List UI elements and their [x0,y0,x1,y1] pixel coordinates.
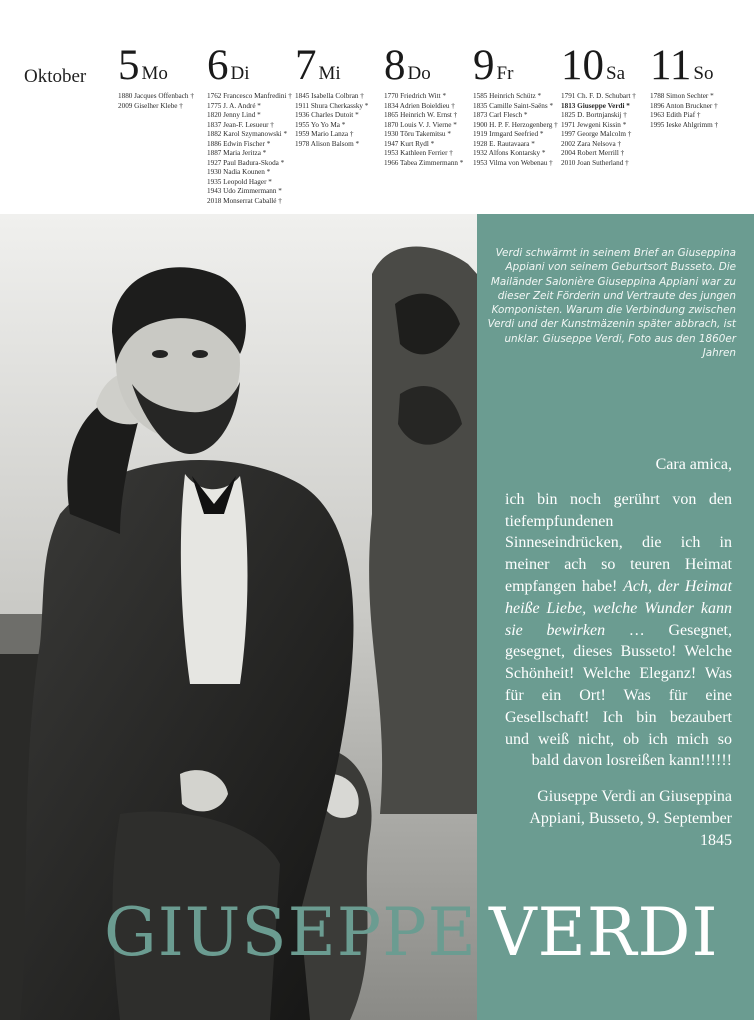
calendar-entry: 1813 Giuseppe Verdi * [561,101,630,110]
calendar-entry: 1995 Ieske Ahlgrimm † [650,120,719,129]
calendar-entry: 1955 Yo Yo Ma * [295,120,346,129]
letter-italic: Ach, der Heimat heiße Liebe, welche Wunder kann sie bewirken [505,577,732,639]
day-number: 10 [561,42,604,89]
calendar-entry: 1930 Nadia Kounen * [207,168,271,176]
calendar-entry: 1834 Adrien Boieldieu † [384,101,455,110]
day-column [473,44,558,168]
calendar-entry: 2002 Zara Nelsova † [561,139,622,148]
calendar-entry: 1870 Louis V. J. Vierne * [384,120,457,129]
letter-text: … Gesegnet, gesegnet, dieses Busseto! Welche Schönheit! Welche Eleganz! Was für ein Ort! Was für eine Gesellschaft! Ich bin bezaubert und weiß nicht, ob ich mich so bald davon losreißen kann!!!!!! [505,621,733,770]
calendar-entry: 1978 Alison Balsom * [295,139,360,148]
day-entries [650,92,718,130]
calendar-entry: 1880 Jacques Offenbach † [118,92,194,100]
letter-body [505,489,732,772]
calendar-entry: 1930 Tōru Takemitsu * [384,130,451,138]
day-entries [207,92,292,206]
calendar-entry: 1900 H. P. F. Herzogenberg † [473,120,558,129]
day-number: 11 [650,42,692,89]
day-name: Fr [496,63,514,84]
calendar-entry: 1963 Edith Piaf † [650,111,701,119]
day-name: Sa [606,63,625,84]
calendar-entry: 1966 Tabea Zimmermann * [384,158,464,167]
calendar-entry: 1997 George Malcolm † [561,130,632,138]
calendar-entry: 2009 Giselher Klebe † [118,101,183,110]
calendar-entry: 1873 Carl Flesch * [473,111,528,119]
calendar-entry: 1825 D. Bortnjanskij † [561,111,627,119]
calendar-entry: 1932 Alfons Kontarsky * [473,149,546,157]
day-column [207,44,292,206]
calendar-entry: 1770 Friedrich Witt * [384,92,447,100]
calendar-entry: 2018 Monserrat Caballé † [207,196,282,205]
day-name: Mi [318,63,341,84]
composer-first-name: GIUSEPPE [104,894,477,971]
calendar-entry: 1762 Francesco Manfredini † [207,92,292,100]
calendar-entry: 2010 Joan Sutherland † [561,158,629,167]
day-name: Mo [141,63,168,84]
month-label: Oktober [24,66,87,87]
calendar-entry: 1953 Kathleen Ferrier † [384,149,453,157]
photo-caption: Verdi schwärmt in seinem Brief an Giuseppina Appiani von seinem Geburtsort Busseto. Die Mailänder Salonière Giuseppina Appiani war zu dieser Zeit Förderin und Vertraute des jungen Komponisten. Warum die Verbindung zwischen Verdi und der Kunstmäzenin später abbrach, ist unklar. Giuseppe Verdi, Foto aus den 1860er Jahren [487,247,736,360]
calendar-entry: 1837 Jean-F. Lesueur † [207,120,274,129]
letter-text: ich bin noch gerührt von den tiefempfundenen Sinneseindrücken, die ich in meiner ach so teuren Heimat empfangen habe! [505,490,732,595]
composer-last-name: VERDI [489,894,719,971]
calendar-entry: 1845 Isabella Colbran † [295,92,364,100]
calendar-entry: 1953 Vilma von Webenau † [473,158,553,167]
day-column [561,44,636,168]
day-number: 9 [473,42,495,89]
calendar-entry: 1886 Edwin Fischer * [207,139,271,148]
day-entries [561,92,636,168]
day-column [384,44,463,168]
calendar-entry: 1887 Maria Jeritza * [207,149,267,157]
calendar-entry: 1835 Camille Saint-Saëns * [473,101,554,110]
calendar-entry: 1775 J. A. André * [207,101,261,110]
calendar-entry: 1911 Shura Cherkassky * [295,101,369,110]
calendar-entry: 1928 E. Rautavaara * [473,139,535,148]
day-entries [473,92,558,168]
calendar-entry: 1896 Anton Bruckner † [650,101,718,110]
day-entries [118,92,194,111]
calendar-entry: 1919 Irmgard Seefried * [473,130,544,138]
calendar-entry: 1936 Charles Dutoit * [295,111,359,119]
calendar-entry: 1865 Heinrich W. Ernst † [384,111,458,119]
calendar-header [0,0,754,214]
calendar-entry: 1791 Ch. F. D. Schubart † [561,92,636,100]
calendar-entry: 1820 Jenny Lind * [207,111,261,119]
day-number: 8 [384,42,406,89]
day-column [295,44,368,149]
calendar-entry: 1788 Simon Sechter * [650,92,714,100]
day-entries [295,92,368,149]
day-number: 7 [295,42,317,89]
calendar-entry: 1947 Kurt Rydl * [384,139,435,148]
day-entries [384,92,463,168]
day-name: Di [230,63,250,84]
day-name: Do [407,63,431,84]
calendar-entry: 1927 Paul Badura-Skoda * [207,158,285,167]
calendar-entry: 1971 Jewgeni Kissin * [561,120,627,129]
day-name: So [693,63,714,84]
day-number: 6 [207,42,229,89]
calendar-entry: 1935 Leopold Hager * [207,177,272,186]
letter-quote [505,454,732,852]
letter-signature: Giuseppe Verdi an Giuseppina Appiani, Busseto, 9. September 1845 [529,788,732,849]
calendar-entry: 1882 Karol Szymanowski * [207,130,288,138]
letter-greeting: Cara amica, [655,456,732,473]
day-column [650,44,718,130]
day-number: 5 [118,42,140,89]
calendar-entry: 1585 Heinrich Schütz * [473,92,542,100]
day-column [118,44,194,111]
calendar-entry: 1959 Mario Lanza † [295,130,354,138]
calendar-entry: 1943 Udo Zimmermann * [207,187,282,195]
calendar-entry: 2004 Robert Merrill † [561,149,625,157]
